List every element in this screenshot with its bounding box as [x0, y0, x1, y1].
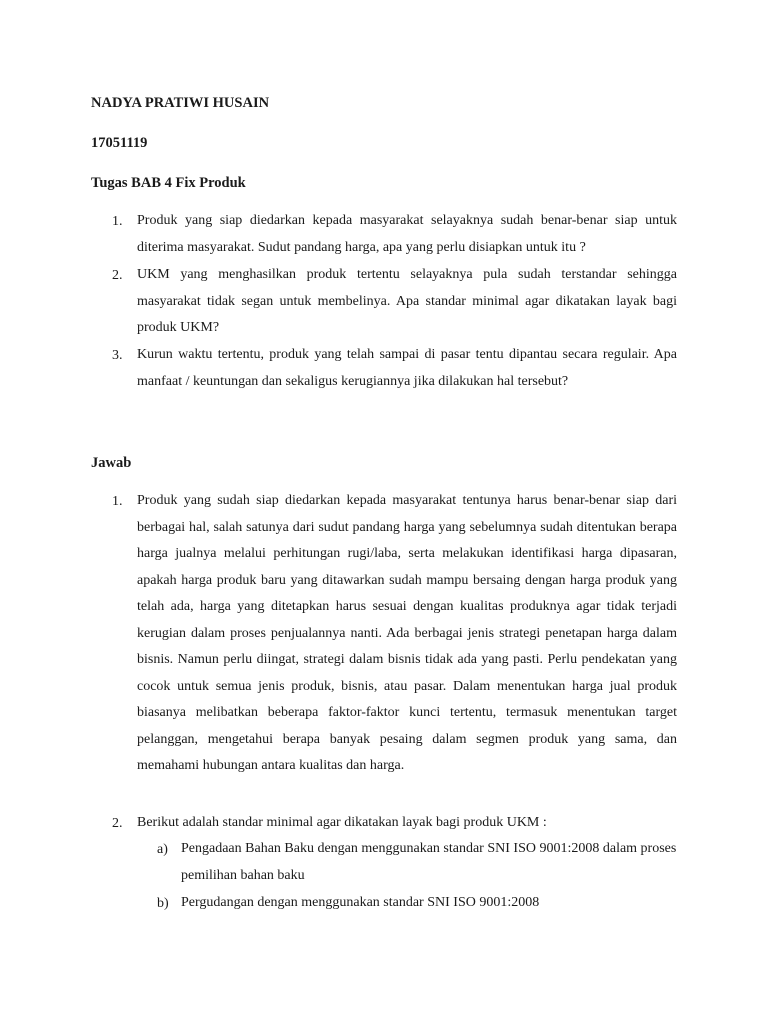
question-number: 1.	[112, 214, 123, 229]
student-id: 17051119	[91, 135, 148, 151]
question-text: UKM yang menghasilkan produk tertentu selayaknya pula sudah terstandar sehingga masyarakat tidak segan untuk membelinya. Apa standar minimal agar dikatakan layak bagi produk UKM?	[137, 267, 677, 335]
answer-number: 2.	[112, 816, 123, 831]
question-number: 2.	[112, 268, 123, 283]
answer-text: Produk yang sudah siap diedarkan kepada masyarakat tentunya harus benar-benar siap dari berbagai hal, salah satunya dari sudut pandang harga yang sebelumnya sudah ditentukan berapa harga jualnya melalui perhitungan rugi/laba, serta melakukan identifikasi harga dipasaran, apakah harga produk baru yang ditawarkan sudah mampu bersaing dengan harga produk yang telah ada, harga yang ditetapkan harus sesuai dengan kualitas produknya agar tidak terjadi kerugian dalam proses penjualannya nanti. Ada berbagai jenis strategi penetapan harga dalam bisnis. Namun perlu diingat, strategi dalam bisnis tidak ada yang pasti. Perlu pendekatan yang cocok untuk semua jenis produk, bisnis, atau pasar. Dalam menentukan harga jual produk biasanya melibatkan beberapa faktor-faktor kunci tertentu, termasuk menentukan target pelanggan, mengetahui berapa banyak pesaing dalam segmen produk yang sama, dan memahami hubungan antara kualitas dan harga.	[137, 493, 677, 773]
answers-heading: Jawab	[91, 455, 132, 471]
question-text: Produk yang siap diedarkan kepada masyarakat selayaknya sudah benar-benar siap untuk diterima masyarakat. Sudut pandang harga, apa yang perlu disiapkan untuk itu ?	[137, 213, 677, 255]
subitem-text: Pengadaan Bahan Baku dengan menggunakan standar SNI ISO 9001:2008 dalam proses pemilihan bahan baku	[181, 841, 677, 883]
subitem-letter: b)	[157, 896, 169, 911]
answer-text: Berikut adalah standar minimal agar dikatakan layak bagi produk UKM :	[137, 815, 547, 830]
assignment-title: Tugas BAB 4 Fix Produk	[91, 175, 246, 191]
subitem-letter: a)	[157, 842, 168, 857]
question-text: Kurun waktu tertentu, produk yang telah sampai di pasar tentu dipantau secara regulair. Apa manfaat / keuntungan dan sekaligus kerugiannya jika dilakukan hal tersebut?	[137, 347, 677, 389]
answer-number: 1.	[112, 494, 123, 509]
author-name: NADYA PRATIWI HUSAIN	[91, 95, 270, 111]
subitem-text: Pergudangan dengan menggunakan standar SNI ISO 9001:2008	[181, 895, 540, 910]
question-number: 3.	[112, 348, 123, 363]
